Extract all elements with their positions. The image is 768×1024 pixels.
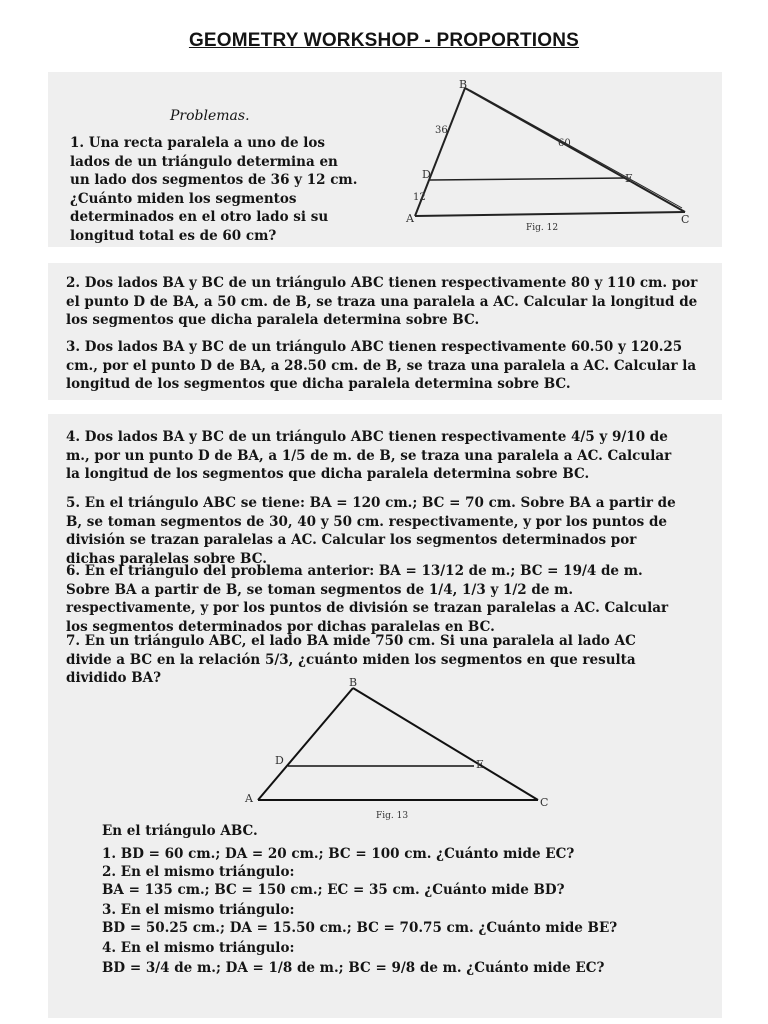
figure-13	[240, 676, 560, 826]
fig12-label-b: B	[459, 78, 468, 91]
exercise-2-body: BA = 135 cm.; BC = 150 cm.; EC = 35 cm. ¿Cuánto mide BD?	[102, 882, 565, 898]
fig13-label-c: C	[540, 796, 549, 809]
exercise-3-title: 3. En el mismo triángulo:	[102, 902, 295, 918]
fig12-parallel-de	[430, 178, 625, 180]
fig12-side-bc-outline	[470, 90, 682, 208]
problem-7-text: 7. En un triángulo ABC, el lado BA mide 750 cm. Si una paralela al lado AC divide a BC en la relación 5/3, ¿cuánto miden los segmentos en que resulta dividido BA?	[66, 633, 636, 687]
fig12-label-c: C	[681, 213, 690, 226]
problem-1-text: 1. Una recta paralela a uno de los lados de un triángulo determina en un lado dos segmentos de 36 y 12 cm. ¿Cuánto miden los segmentos determinados en el otro lado si su longitud total es de 60 cm?	[70, 135, 358, 244]
fig13-label-a: A	[245, 792, 253, 805]
fig12-side-ac	[415, 212, 685, 216]
exercise-4-body: BD = 3/4 de m.; DA = 1/8 de m.; BC = 9/8 de m. ¿Cuánto mide EC?	[102, 960, 605, 976]
exercise-4-title: 4. En el mismo triángulo:	[102, 940, 295, 956]
fig12-label-a: A	[406, 212, 414, 225]
exercise-3-body: BD = 50.25 cm.; DA = 15.50 cm.; BC = 70.75 cm. ¿Cuánto mide BE?	[102, 920, 618, 936]
page-title: GEOMETRY WORKSHOP - PROPORTIONS	[188, 30, 580, 51]
fig12-label-d: D	[422, 168, 431, 181]
exercise-2-title: 2. En el mismo triángulo:	[102, 864, 295, 880]
problem-2-text: 2. Dos lados BA y BC de un triángulo ABC tienen respectivamente 80 y 110 cm. por el punto D de BA, a 50 cm. de B, se traza una paralela a AC. Calcular la longitud de los segmentos que dicha paralela determina sobre BC.	[66, 275, 698, 329]
fig12-label-12: 12	[413, 192, 426, 203]
fig13-side-bc	[353, 688, 538, 800]
problem-4-text: 4. Dos lados BA y BC de un triángulo ABC tienen respectivamente 4/5 y 9/10 de m., por un punto D de BA, a 1/5 de m. de B, se traza una paralela a AC. Calcular la longitud de los segmentos que dicha paralela determina sobre BC.	[66, 429, 672, 483]
fig12-label-60: 60	[558, 138, 571, 149]
figure-12	[400, 78, 700, 238]
fig13-label-b: B	[349, 676, 358, 689]
fig12-side-bc	[465, 88, 685, 212]
problem-3-text: 3. Dos lados BA y BC de un triángulo ABC tienen respectivamente 60.50 y 120.25 cm., por el punto D de BA, a 28.50 cm. de B, se traza una paralela a AC. Calcular la longitud de los segmentos que dicha paralela determina sobre BC.	[66, 339, 697, 393]
problem-6-text: 6. En el triángulo del problema anterior: BA = 13/12 de m.; BC = 19/4 de m. Sobre BA a partir de B, se toman segmentos de 1/4, 1/3 y 1/2 de m. respectivamente, y por los puntos de división se trazan paralelas a AC. Calcular los segmentos determinados por dichas paralelas en BC.	[66, 563, 669, 635]
fig13-label-d: D	[275, 754, 284, 767]
fig12-caption: Fig. 12	[526, 223, 559, 233]
fig12-label-36: 36	[435, 125, 448, 136]
fig12-label-e: E	[625, 172, 634, 185]
fig13-label-e: E	[476, 758, 485, 771]
problem-5-text: 5. En el triángulo ABC se tiene: BA = 120 cm.; BC = 70 cm. Sobre BA a partir de B, se toman segmentos de 30, 40 y 50 cm. respectivamente, y por los puntos de división se trazan paralelas a AC. Calcular los segmentos determinados por dichas paralelas sobre BC.	[66, 495, 676, 567]
fig13-side-ba	[258, 688, 353, 800]
problems-heading: Problemas.	[170, 108, 250, 124]
exercises-intro: En el triángulo ABC.	[102, 823, 258, 839]
fig13-caption: Fig. 13	[376, 811, 409, 821]
exercise-1: 1. BD = 60 cm.; DA = 20 cm.; BC = 100 cm. ¿Cuánto mide EC?	[102, 846, 575, 862]
